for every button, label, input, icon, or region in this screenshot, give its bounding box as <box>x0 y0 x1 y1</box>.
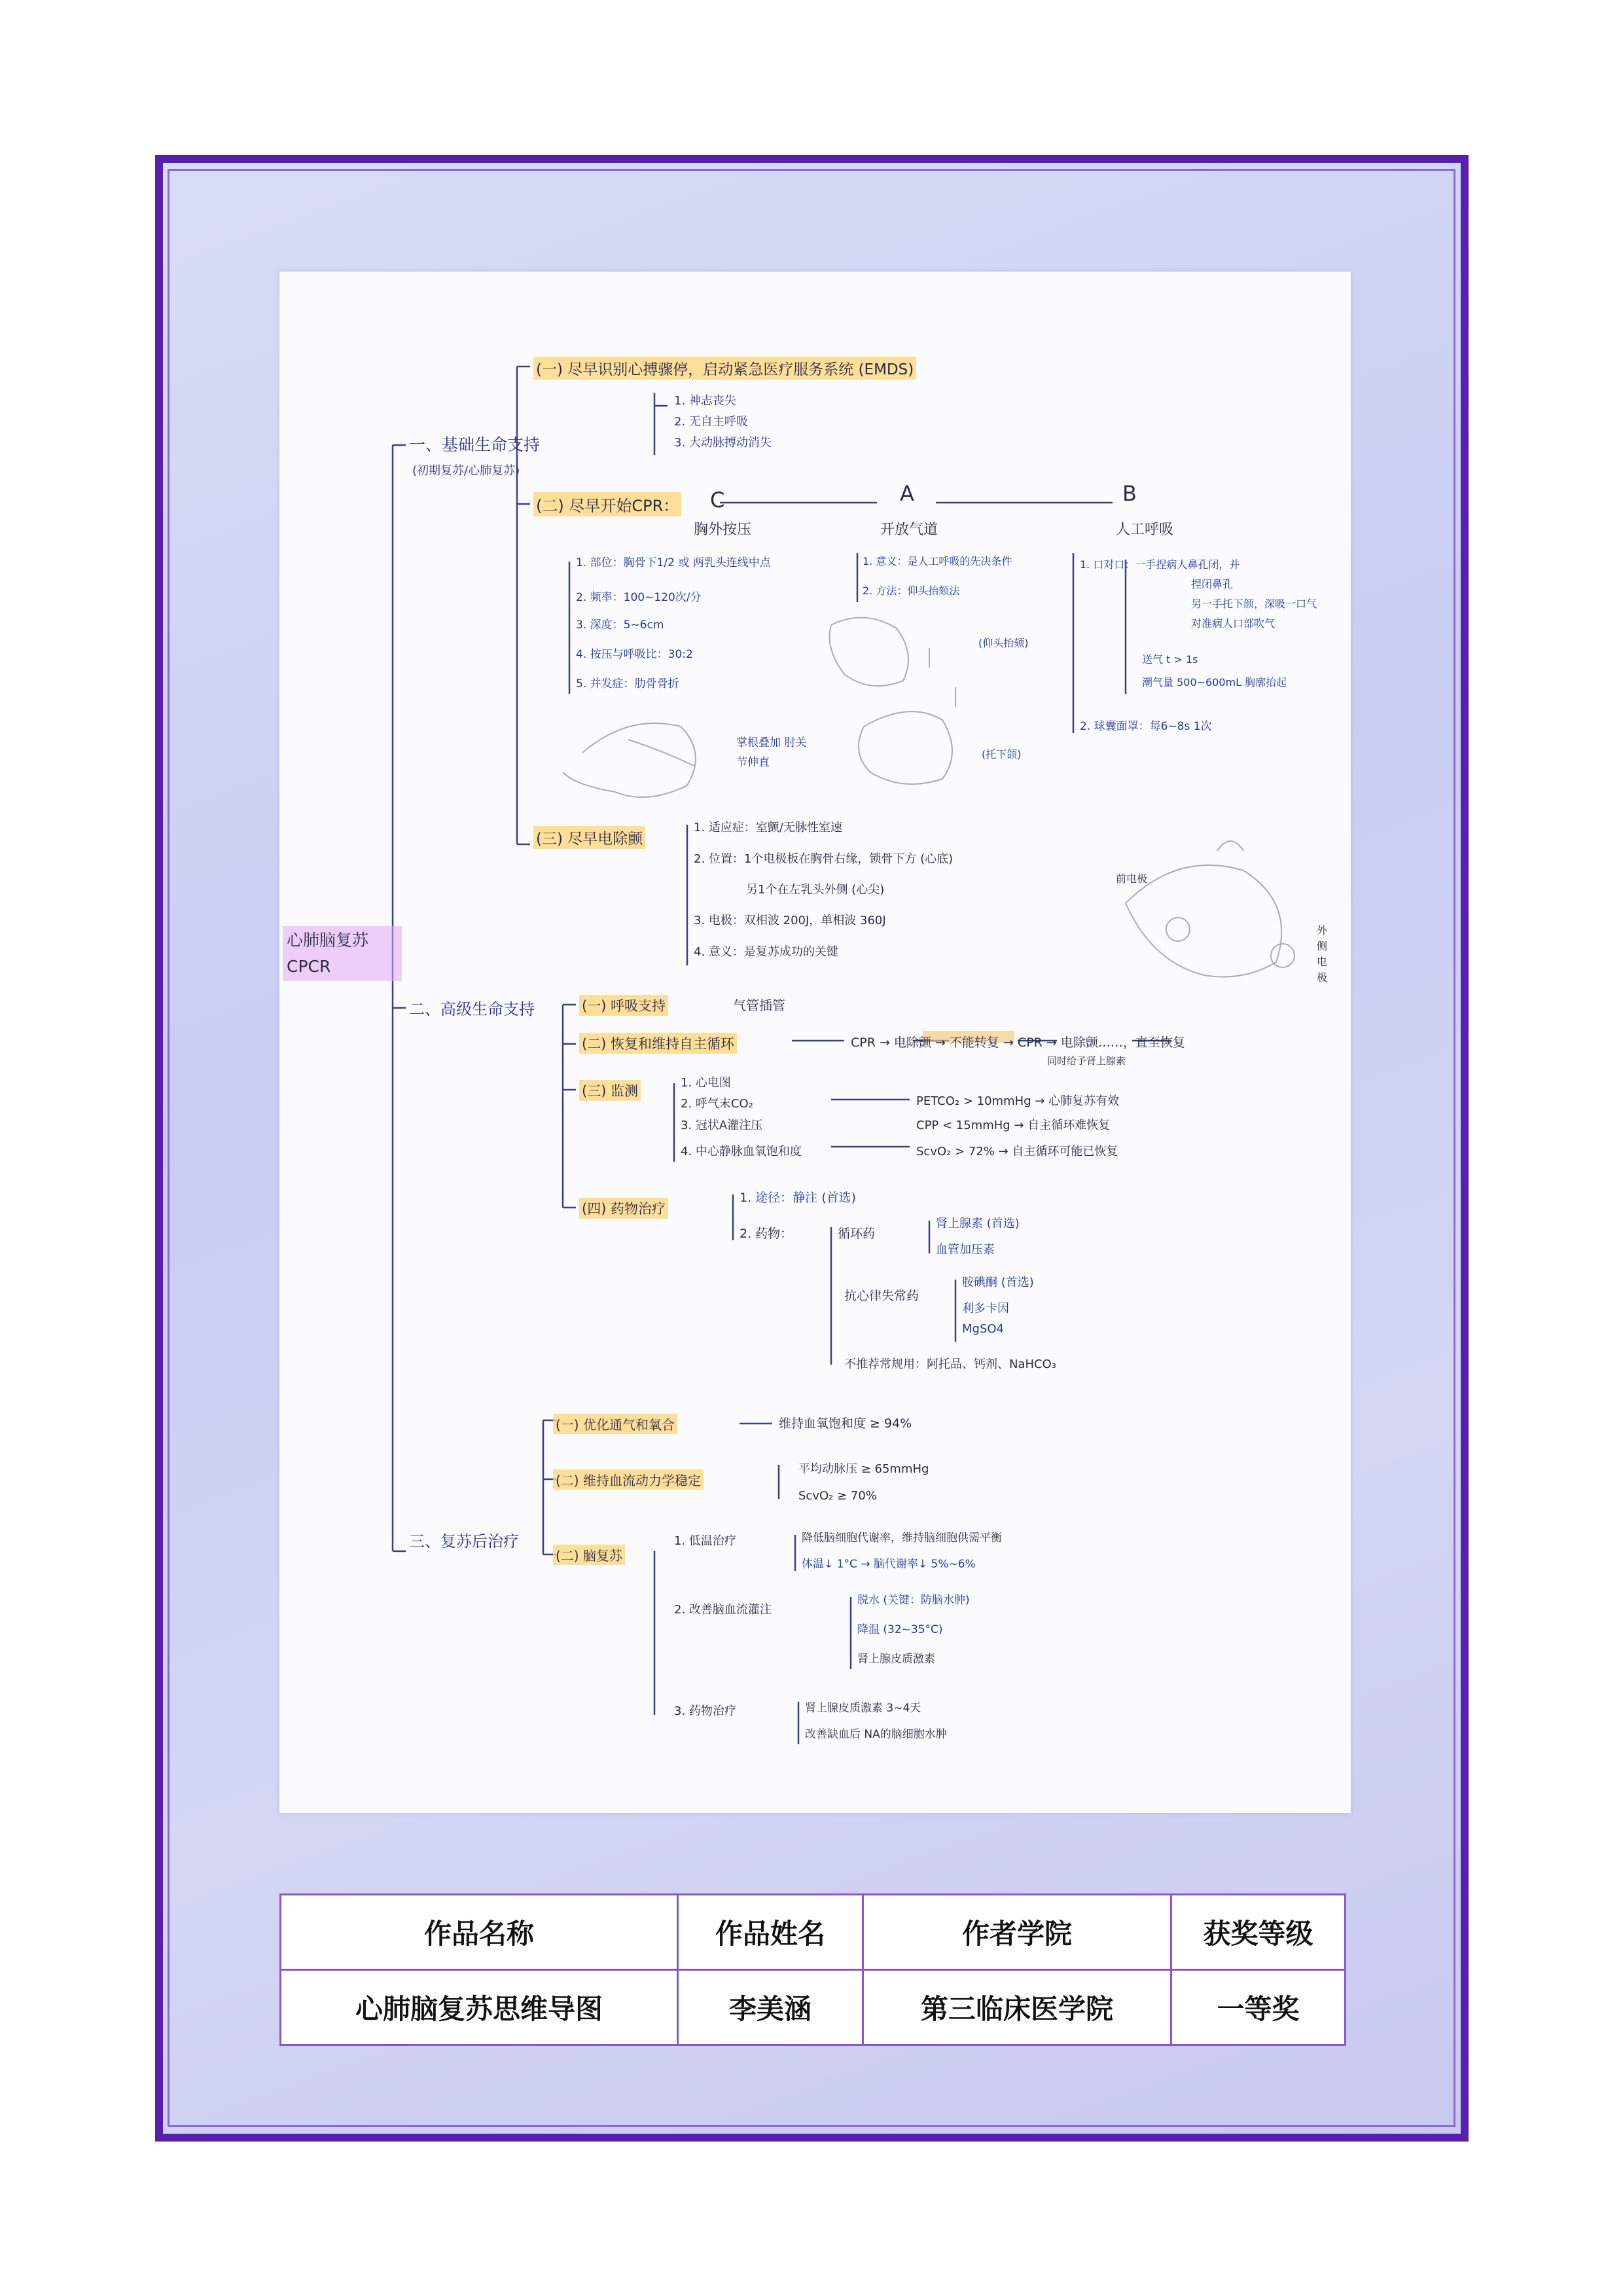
brain-hypothermia-text: 降低脑细胞代谢率，维持脑细胞供需平衡 <box>802 1532 1002 1545</box>
drug-antiarrhythmic-item: 利多卡因 <box>962 1302 1009 1316</box>
cpr-a-item: 2. 方法：仰头抬颏法 <box>863 584 960 597</box>
node-cpr-b: B <box>1122 481 1137 506</box>
drug-not-recommended: 不推荐常规用：阿托品、钙剂、NaHCO₃ <box>844 1357 1056 1371</box>
defib-item: 1. 适应症：室颤/无脉性室速 <box>694 821 842 834</box>
defib-item: 另1个在左乳头外侧 (心尖) <box>746 883 885 897</box>
table-header-row <box>281 1895 1346 1970</box>
drug-circulation: 循环药 <box>838 1227 876 1241</box>
node-b1-s2: (二) 尽早开始CPR： <box>533 492 681 516</box>
cpr-b-item: 捏闭鼻孔 <box>1191 578 1234 590</box>
node-b2-s4: (四) 药物治疗 <box>579 1198 668 1219</box>
node-b3-s2: (二) 维持血流动力学稳定 <box>553 1469 704 1490</box>
cpr-b-item: 送气 t > 1s <box>1142 653 1198 666</box>
node-b3-s1-text: 维持血氧饱和度 ≥ 94% <box>779 1416 912 1431</box>
hemodynamic-item: ScvO₂ ≥ 70% <box>798 1489 877 1503</box>
node-b1-s1-item: 2. 无自主呼吸 <box>674 415 748 429</box>
node-b2-s1: (一) 呼吸支持 <box>579 995 668 1016</box>
cpr-b-item: 对准病人口部吹气 <box>1191 617 1275 630</box>
drug-antiarrhythmic-item: MgSO4 <box>962 1322 1005 1336</box>
header-work-title: 作品名称 <box>281 1895 678 1970</box>
node-cpr-b-name: 人工呼吸 <box>1116 522 1174 538</box>
branch-advanced-life-support: 二、高级生命支持 <box>409 1000 535 1018</box>
cpr-b-item: 另一手托下颌，深吸一口气 <box>1191 598 1317 610</box>
node-b3-s1: (一) 优化通气和氧合 <box>553 1414 677 1434</box>
branch-basic-life-support: 一、基础生命支持 <box>409 435 541 454</box>
header-college: 作者学院 <box>863 1895 1171 1970</box>
node-b2-s2-flow-sub: 同时给予肾上腺素 <box>1047 1055 1126 1067</box>
monitor-item: 2. 呼气末CO₂ <box>681 1097 753 1111</box>
cell-author-name: 李美涵 <box>678 1970 863 2045</box>
defib-item: 3. 电极：双相波 200J，单相波 360J <box>694 914 886 927</box>
cpr-a-figure-caption: (仰头抬颏) <box>978 637 1029 649</box>
node-cpr-c: C <box>710 488 725 512</box>
brain-perfusion-item: 肾上腺皮质激素 <box>857 1653 935 1666</box>
defib-item: 2. 位置：1个电极板在胸骨右缘，锁骨下方 (心底) <box>694 852 954 866</box>
cpr-c-item: 5. 并发症：肋骨骨折 <box>576 677 679 691</box>
cpr-c-item: 3. 深度：5~6cm <box>576 619 664 632</box>
node-b2-s3: (三) 监测 <box>579 1080 641 1101</box>
branch-basic-subtitle: (初期复苏/心肺复苏) <box>412 464 520 478</box>
node-b2-s1-text: 气管插管 <box>733 997 785 1013</box>
node-cpr-a-name: 开放气道 <box>880 522 938 538</box>
table-row <box>281 1970 1346 2045</box>
node-b2-s2-flow: CPR → 电除颤 → 不能转复 → CPR → 电除颤……，直至恢复 <box>851 1035 1185 1050</box>
drug-route: 1. 途径：静注 (首选) <box>740 1191 857 1205</box>
monitor-item: 3. 冠状A灌注压 <box>681 1119 763 1132</box>
brain-item: 2. 改善脑血流灌注 <box>674 1603 772 1617</box>
brain-drug-item: 肾上腺皮质激素 3~4天 <box>805 1702 921 1715</box>
node-b1-s3: (三) 尽早电除颤 <box>533 826 645 849</box>
monitor-item: 1. 心电图 <box>681 1076 731 1090</box>
defib-item: 4. 意义：是复苏成功的关键 <box>694 945 838 959</box>
brain-item: 1. 低温治疗 <box>674 1534 736 1548</box>
cpr-c-item: 2. 频率：100~120次/分 <box>576 591 702 604</box>
drug-circulation-item: 血管加压素 <box>936 1243 995 1257</box>
node-b1-s1: (一) 尽早识别心搏骤停，启动紧急医疗服务系统 (EMDS) <box>533 357 916 380</box>
cpr-b-item: 1. 口对口：一手捏病人鼻孔闭，并 <box>1080 558 1240 571</box>
header-award-level: 获奖等级 <box>1171 1895 1346 1970</box>
cpr-b-item: 潮气量 500~600mL 胸廓抬起 <box>1142 676 1287 689</box>
cell-work-title: 心肺脑复苏思维导图 <box>281 1970 678 2045</box>
brain-drug-item: 改善缺血后 NA的脑细胞水肿 <box>805 1728 947 1741</box>
node-cpr-c-name: 胸外按压 <box>694 522 752 538</box>
node-cpr-a: A <box>900 481 914 506</box>
cell-award-level: 一等奖 <box>1171 1970 1346 2045</box>
brain-item: 3. 药物治疗 <box>674 1704 736 1718</box>
monitor-result: CPP < 15mmHg → 自主循环难恢复 <box>916 1119 1111 1132</box>
defib-figure-label: 前电极 <box>1116 872 1148 885</box>
node-b1-s1-item: 1. 神志丧失 <box>674 394 736 408</box>
hemodynamic-item: 平均动脉压 ≥ 65mmHg <box>798 1462 929 1476</box>
monitor-result: PETCO₂ > 10mmHg → 心肺复苏有效 <box>916 1094 1120 1108</box>
cpr-c-item: 4. 按压与呼吸比：30:2 <box>576 648 693 661</box>
header-author-name: 作品姓名 <box>678 1895 863 1970</box>
cpr-c-figure-caption: 掌根叠加 肘关节伸直 <box>736 736 807 769</box>
branch-post-resuscitation: 三、复苏后治疗 <box>409 1532 519 1551</box>
cpr-a-item: 1. 意义：是人工呼吸的先决条件 <box>863 555 1012 567</box>
monitor-result: ScvO₂ > 72% → 自主循环可能已恢复 <box>916 1145 1118 1158</box>
monitor-item: 4. 中心静脉血氧饱和度 <box>681 1145 802 1158</box>
drug-antiarrhythmic-item: 胺碘酮 (首选) <box>962 1276 1034 1289</box>
node-b1-s1-item: 3. 大动脉搏动消失 <box>674 436 772 450</box>
brain-hypothermia-text: 体温↓ 1°C → 脑代谢率↓ 5%~6% <box>802 1558 976 1571</box>
brain-perfusion-item: 脱水 (关键：防脑水肿) <box>857 1594 970 1607</box>
mindmap-root: 心肺脑复苏 CPCR <box>283 926 402 981</box>
node-b3-s3: (二) 脑复苏 <box>553 1545 625 1565</box>
cpr-a-figure-caption: (托下颌) <box>982 748 1022 761</box>
brain-perfusion-item: 降温 (32~35°C) <box>857 1623 943 1636</box>
drug-label: 2. 药物： <box>740 1227 793 1241</box>
cpr-c-item: 1. 部位：胸骨下1/2 或 两乳头连线中点 <box>576 556 771 569</box>
defib-figure-label: 外侧电极 <box>1317 924 1328 984</box>
drug-antiarrhythmic: 抗心律失常药 <box>844 1289 919 1303</box>
award-info-table <box>279 1893 1346 2046</box>
cell-college: 第三临床医学院 <box>863 1970 1171 2045</box>
cpr-b-item: 2. 球囊面罩：每6~8s 1次 <box>1080 720 1212 733</box>
drug-circulation-item: 肾上腺素 (首选) <box>936 1217 1020 1230</box>
node-b2-s2: (二) 恢复和维持自主循环 <box>579 1033 737 1054</box>
